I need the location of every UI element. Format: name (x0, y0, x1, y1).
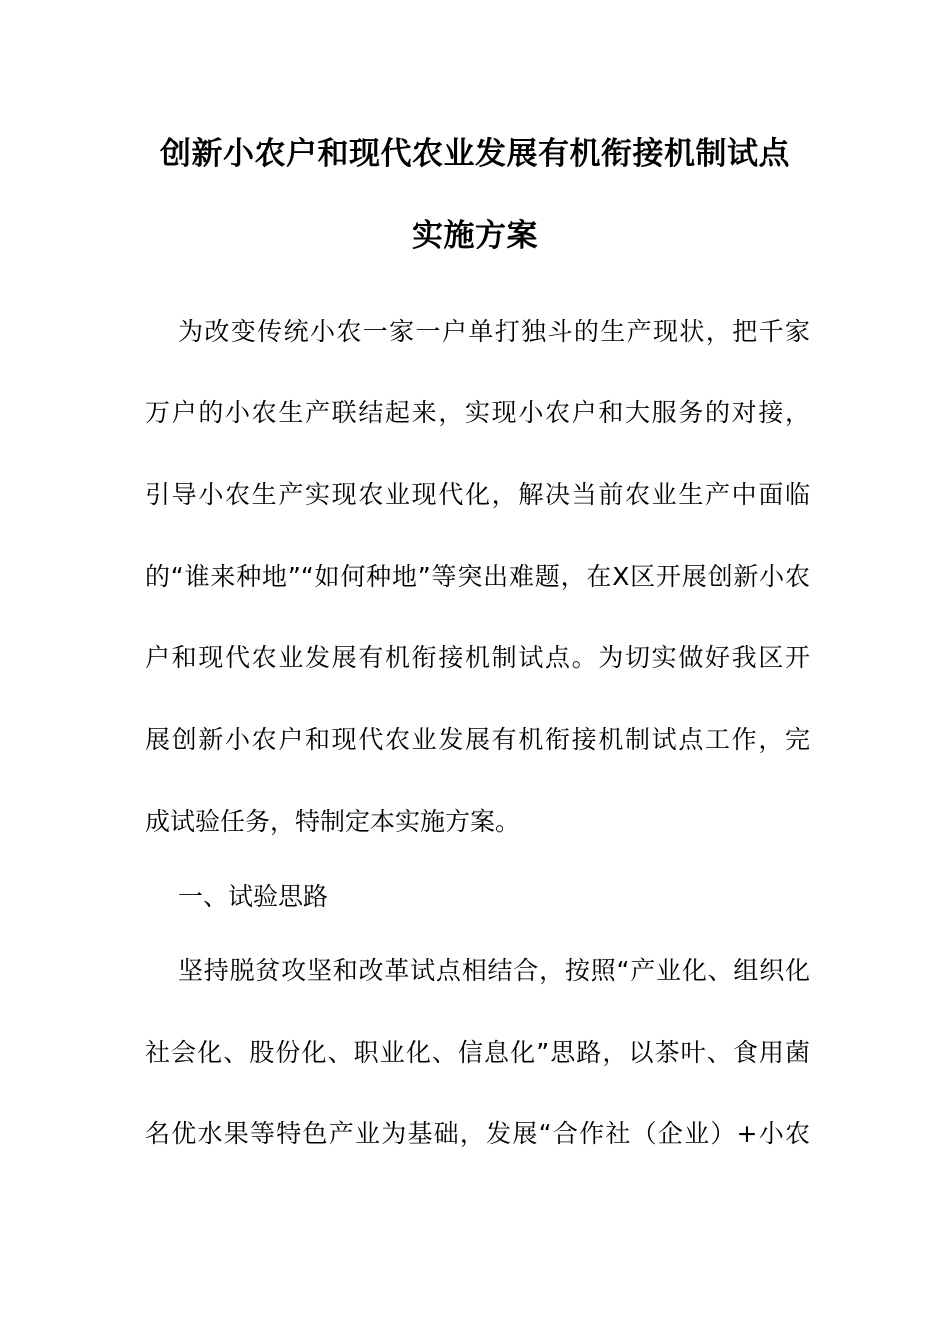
paragraph-line-8: 坚持脱贫攻坚和改革试点相结合，按照“产业化、组织化 (178, 956, 810, 985)
document-title-line-2: 实施方案 (412, 218, 538, 254)
paragraph-line-10: 名优水果等特色产业为基础，发展“合作社（企业）+小农 (145, 1119, 810, 1148)
paragraph-line-4: 的“谁来种地”“如何种地”等突出难题，在X区开展创新小农 (145, 562, 810, 591)
document-title-line-1: 创新小农户和现代农业发展有机衔接机制试点 (160, 136, 790, 172)
paragraph-line-5: 户和现代农业发展有机衔接机制试点。为切实做好我区开 (145, 643, 810, 672)
paragraph-line-9: 社会化、股份化、职业化、信息化”思路，以茶叶、食用菌 (145, 1038, 810, 1067)
paragraph-line-7: 成试验任务，特制定本实施方案。 (145, 807, 521, 836)
paragraph-line-6: 展创新小农户和现代农业发展有机衔接机制试点工作，完 (145, 725, 810, 754)
paragraph-line-2: 万户的小农生产联结起来，实现小农户和大服务的对接， (145, 398, 810, 427)
paragraph-line-3: 引导小农生产实现农业现代化，解决当前农业生产中面临 (145, 480, 810, 509)
section-heading-1: 一、试验思路 (178, 882, 329, 911)
paragraph-line-1: 为改变传统小农一家一户单打独斗的生产现状，把千家 (178, 317, 810, 346)
